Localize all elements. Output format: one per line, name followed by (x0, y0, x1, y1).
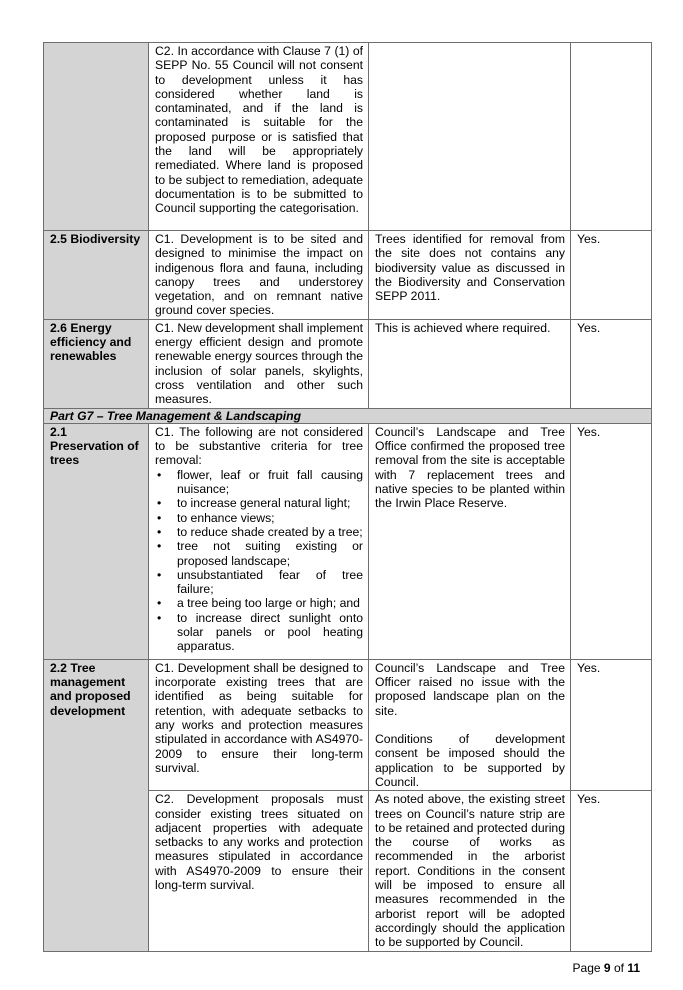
control-cell: C1. New development shall implement energy efficient design and promote renewable energy sources through the inclusion of solar panels, skylights, cross ventilation and other such measures. (149, 319, 369, 408)
page-of: of (613, 961, 624, 975)
list-item: • unsubstantiated fear of tree failure; (155, 568, 363, 597)
section-heading: Part G7 – Tree Management & Landscaping (44, 408, 652, 423)
row-label-biodiversity: 2.5 Biodiversity (44, 231, 149, 320)
comment-cell: This is achieved where required. (369, 319, 571, 408)
table-row (44, 43, 652, 231)
control-cell: C2. In accordance with Clause 7 (1) of SEPP No. 55 Council will not consent to development unless it has considered whether land is contaminated, and if the land is contaminated is suitable for the proposed purpose or is satisfied that the land will be appropriately remediated. Where land is proposed to be subject to remediation, adequate documentation is to be submitted to Council supporting the categorisation. (149, 43, 369, 231)
list-item: • to enhance views; (155, 511, 363, 525)
section-heading-row (44, 408, 652, 423)
table-row (44, 659, 652, 790)
compliance-cell: Yes. (571, 319, 652, 408)
compliance-cell: Yes. (571, 791, 652, 951)
row-label-tree-management: 2.2 Tree management and proposed development (44, 659, 149, 951)
comment-cell (369, 659, 571, 790)
comment-paragraph: Council’s Landscape and Tree Officer raised no issue with the proposed landscape plan on the site. (375, 660, 565, 718)
page-word: Page (572, 961, 601, 975)
list-item: • flower, leaf or fruit fall causing nuisance; (155, 468, 363, 497)
compliance-table (43, 42, 652, 952)
table-row (44, 231, 652, 320)
row-label-energy: 2.6 Energy efficiency and renewables (44, 319, 149, 408)
compliance-cell: Yes. (571, 423, 652, 659)
list-item: • to reduce shade created by a tree; (155, 525, 363, 539)
list-item: • tree not suiting existing or proposed landscape; (155, 539, 363, 568)
comment-paragraph: Conditions of development consent be imposed should the application to be supported by Council. (375, 732, 565, 789)
control-cell: C2. Development proposals must consider existing trees situated on adjacent properties with adequate setbacks to any works and protection measures stipulated in accordance with AS4970-2009 to ensure their long-term survival. (149, 791, 369, 951)
comment-cell (369, 43, 571, 231)
list-item: • to increase direct sunlight onto solar panels or pool heating apparatus. (155, 611, 363, 654)
control-cell: C1. Development shall be designed to incorporate existing trees that are identified as being suitable for retention, with adequate setbacks to any works and protection measures stipulated in accordance with AS4970-2009 to ensure their long-term survival. (149, 659, 369, 790)
control-cell (149, 423, 369, 659)
list-item: • a tree being too large or high; and (155, 596, 363, 610)
page-total: 11 (627, 961, 640, 975)
row-label-preservation: 2.1 Preservation of trees (44, 423, 149, 659)
row-label-cell (44, 43, 149, 231)
table-row (44, 423, 652, 659)
criteria-list (155, 468, 363, 654)
compliance-cell: Yes. (571, 659, 652, 790)
page-number (573, 961, 640, 975)
comment-cell: Council’s Landscape and Tree Office confirmed the proposed tree removal from the site is acceptable with 7 replacement trees and native species to be planted within the Irwin Place Reserve. (369, 423, 571, 659)
comment-cell: Trees identified for removal from the site does not contains any biodiversity value as discussed in the Biodiversity and Conservation SEPP 2011. (369, 231, 571, 320)
list-item: • to increase general natural light; (155, 496, 363, 510)
table-row (44, 319, 652, 408)
page-current: 9 (603, 961, 611, 975)
control-intro: C1. The following are not considered to be substantive criteria for tree removal: (155, 424, 363, 468)
comment-cell: As noted above, the existing street trees on Council’s nature strip are to be retained and protected during the course of works as recommended in the arborist report. Conditions in the consent will be imposed to ensure all measures recommended in the arborist report will be adopted accordingly should the application to be supported by Council. (369, 791, 571, 951)
compliance-cell: Yes. (571, 231, 652, 320)
control-cell: C1. Development is to be sited and designed to minimise the impact on indigenous flora and fauna, including canopy trees and understorey vegetation, and on remnant native ground cover species. (149, 231, 369, 320)
compliance-cell (571, 43, 652, 231)
